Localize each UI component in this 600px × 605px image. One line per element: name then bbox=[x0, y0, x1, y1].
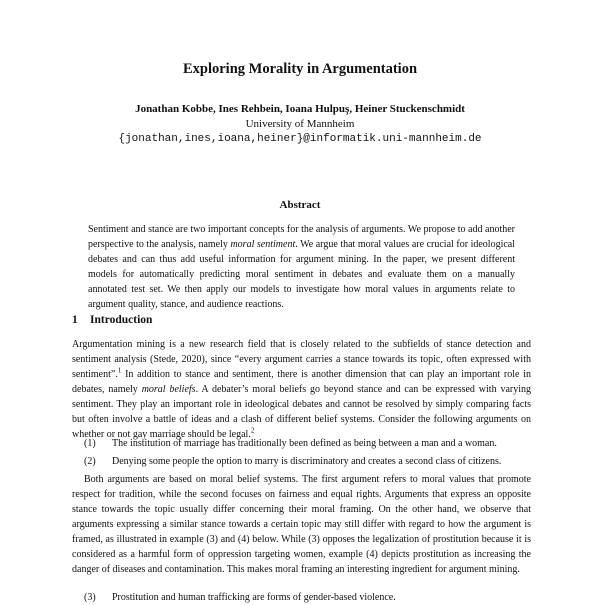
footnote-marker-2[interactable]: 2 bbox=[250, 426, 255, 435]
intro-p1-emphasis: moral beliefs bbox=[141, 384, 196, 395]
intro-p1-part-b: In addition to stance and sentiment, there is another dimension that can play an important role in debates, namely bbox=[72, 369, 531, 395]
example-text: The institution of marriage has traditionally been defined as being between a man and a woman. bbox=[112, 438, 497, 449]
intro-p1-part-a: Argumentation mining is a new research field that is closely related to the subfields of stance detection and sentiment analysis (Stede, 2020), since “every argument carries a stance towards its topic, often expressed with sentiment”. bbox=[72, 339, 531, 380]
example-number: (1) bbox=[84, 438, 96, 449]
example-2 bbox=[84, 454, 534, 469]
abstract-emphasis: moral sentiment bbox=[230, 239, 296, 250]
intro-paragraph-2: Both arguments are based on moral belief systems. The first argument refers to moral values that promote respect for tradition, while the second focuses on fairness and equal rights. Arguments that express an opposite stance towards the topic usually differ concerning their moral framing. On the other hand, we observe that arguments expressing a similar stance towards a certain topic may still differ with regard to how the argument is framed, as illustrated in example (3) and (4) below. While (3) opposes the legalization of prostitution because it is considered as a harmful form of oppression targeting women, example (4) depicts prostitution as increasing the danger of diseases and contamination. This makes moral framing an interesting ingredient for argument mining. bbox=[72, 474, 531, 575]
example-1 bbox=[84, 436, 534, 451]
section-heading-introduction bbox=[72, 314, 152, 326]
author-emails: {jonathan,ines,ioana,heiner}@informatik.uni-mannheim.de bbox=[118, 133, 482, 145]
intro-paragraph-1 bbox=[72, 337, 531, 442]
section-title: Introduction bbox=[90, 314, 153, 326]
abstract-heading: Abstract bbox=[279, 199, 321, 211]
example-text: Denying some people the option to marry is discriminatory and creates a second class of citizens. bbox=[112, 456, 502, 467]
abstract-sentence-1: Sentiment and stance are two important concepts for the analysis of arguments. We propose to add another perspective to the analysis, namely bbox=[88, 224, 515, 250]
author-list: Jonathan Kobbe, Ines Rehbein, Ioana Hulpuş, Heiner Stuckenschmidt bbox=[135, 103, 465, 115]
abstract-sentence-2: . We argue that moral values are crucial for ideological debates and can thus add useful information for argument mining. In the paper, we present different models for automatically predicting moral sentiment in debates and evaluate them on a manually annotated test set. We then apply our models to investigate how moral values in arguments relate to argument quality, stance, and audience reactions. bbox=[88, 239, 515, 310]
example-3 bbox=[84, 590, 534, 605]
example-number: (3) bbox=[84, 592, 96, 603]
example-number: (2) bbox=[84, 456, 96, 467]
abstract-text bbox=[88, 222, 515, 312]
example-text: Prostitution and human trafficking are forms of gender-based violence. bbox=[112, 592, 396, 603]
affiliation: University of Mannheim bbox=[245, 118, 355, 130]
paper-title: Exploring Morality in Argumentation bbox=[182, 61, 418, 77]
footnote-marker-1[interactable]: 1 bbox=[117, 366, 122, 375]
section-number: 1 bbox=[72, 314, 78, 326]
intro-p1-part-c: . A debater’s moral beliefs go beyond stance and can be expressed with varying sentiment. They play an important role in ideological debates and cannot be resolved by simply comparing facts but often involve a battle of ideas and a clash of different belief systems. Consider the following arguments on whether or not gay marriage should be legal. bbox=[72, 384, 531, 440]
